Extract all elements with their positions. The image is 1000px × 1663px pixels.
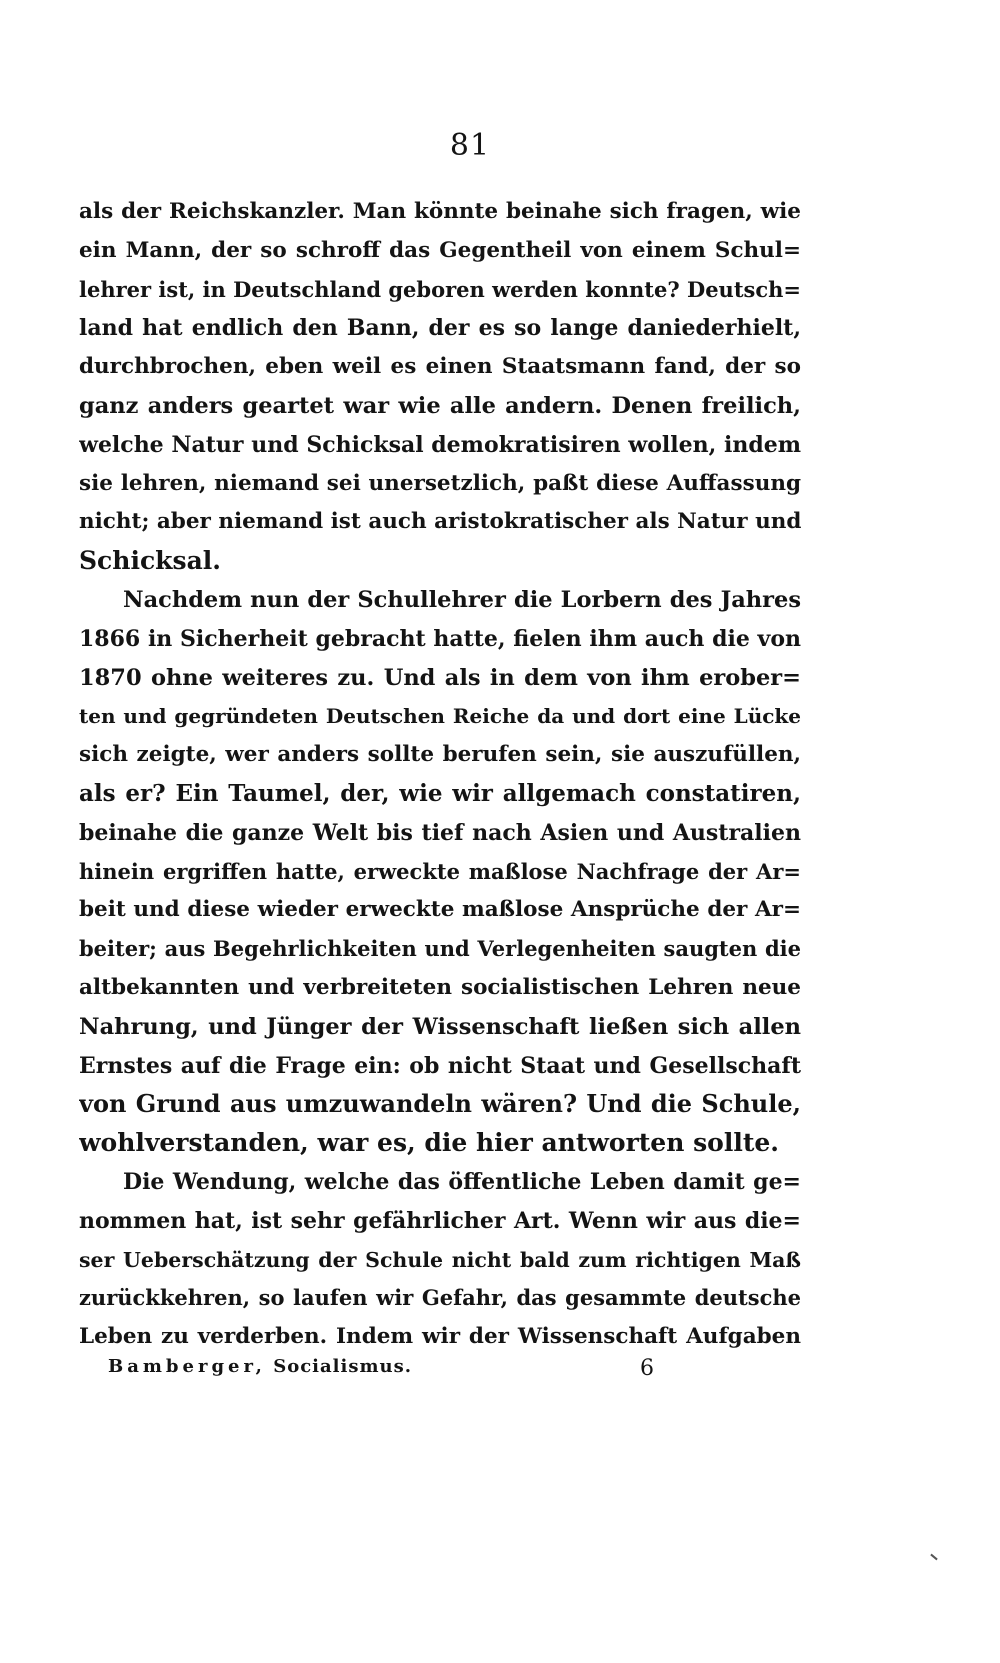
text-line: ten und gegründeten Deutschen Reiche da und dort eine Lücke (79, 704, 801, 729)
printer-signature (108, 1356, 412, 1377)
text-line: zurückkehren, so laufen wir Gefahr, das gesammte deutsche (79, 1285, 801, 1311)
text-line: Schicksal. (79, 546, 221, 576)
text-line: hinein ergriffen hatte, erweckte maßlose Nachfrage der Ar= (79, 858, 801, 884)
footer-author: Bamberger, (108, 1356, 266, 1377)
text-line: sie lehren, niemand sei unersetzlich, paßt diese Auffassung (79, 470, 801, 496)
text-line: nicht; aber niemand ist auch aristokratischer als Natur und (79, 509, 801, 535)
body-text (79, 193, 801, 1357)
page-footer (108, 1356, 668, 1386)
sheet-number: 6 (640, 1356, 654, 1381)
text-line: welche Natur und Schicksal demokratisiren wollen, indem (79, 431, 801, 458)
text-line: nommen hat, ist sehr gefährlicher Art. Wenn wir aus die= (79, 1207, 801, 1234)
text-line: Ernstes auf die Frage ein: ob nicht Staat und Gesellschaft (79, 1052, 801, 1079)
paragraph (79, 581, 801, 1163)
text-line: Leben zu verderben. Indem wir der Wissenschaft Aufgaben (79, 1324, 801, 1350)
text-line: sich zeigte, wer anders sollte berufen sein, sie auszufüllen, (79, 742, 801, 768)
paper-speck (930, 1554, 937, 1561)
text-line: altbekannten und verbreiteten socialistischen Lehren neue (79, 974, 801, 1000)
text-line: Nahrung, und Jünger der Wissenschaft ließen sich allen (79, 1013, 801, 1040)
text-line: von Grund aus umzuwandeln wären? Und die Schule, (79, 1089, 801, 1119)
text-line: beiter; aus Begehrlichkeiten und Verlegenheiten saugten die (79, 936, 801, 962)
text-line: ganz anders geartet war wie alle andern. Denen freilich, (79, 392, 801, 419)
text-line: durchbrochen, eben weil es einen Staatsmann fand, der so (79, 354, 801, 380)
text-line: als er? Ein Taumel, der, wie wir allgemach constatiren, (79, 779, 801, 807)
text-line: Nachdem nun der Schullehrer die Lorbern des Jahres (123, 586, 801, 613)
footer-title: Socialismus. (273, 1356, 413, 1377)
text-line: 1866 in Sicherheit gebracht hatte, fielen ihm auch die von (79, 625, 801, 652)
text-line: Die Wendung, welche das öffentliche Leben damit ge= (123, 1168, 801, 1195)
text-line: 1870 ohne weiteres zu. Und als in dem von ihm erober= (79, 664, 801, 691)
paragraph (79, 193, 801, 581)
text-line: beit und diese wieder erweckte maßlose Ansprüche der Ar= (79, 897, 801, 923)
text-line: land hat endlich den Bann, der es so lange daniederhielt, (79, 315, 801, 342)
text-line: ein Mann, der so schroff das Gegentheil von einem Schul= (79, 237, 801, 263)
page-number: 81 (449, 128, 491, 163)
text-line: wohlverstanden, war es, die hier antworten sollte. (79, 1128, 779, 1158)
text-line: ser Ueberschätzung der Schule nicht bald zum richtigen Maß (79, 1247, 801, 1272)
text-line: als der Reichskanzler. Man könnte beinahe sich fragen, wie (79, 199, 801, 224)
text-line: beinahe die ganze Welt bis tief nach Asien und Australien (79, 819, 801, 846)
paragraph (79, 1163, 801, 1357)
text-line: lehrer ist, in Deutschland geboren werden konnte? Deutsch= (79, 276, 801, 302)
